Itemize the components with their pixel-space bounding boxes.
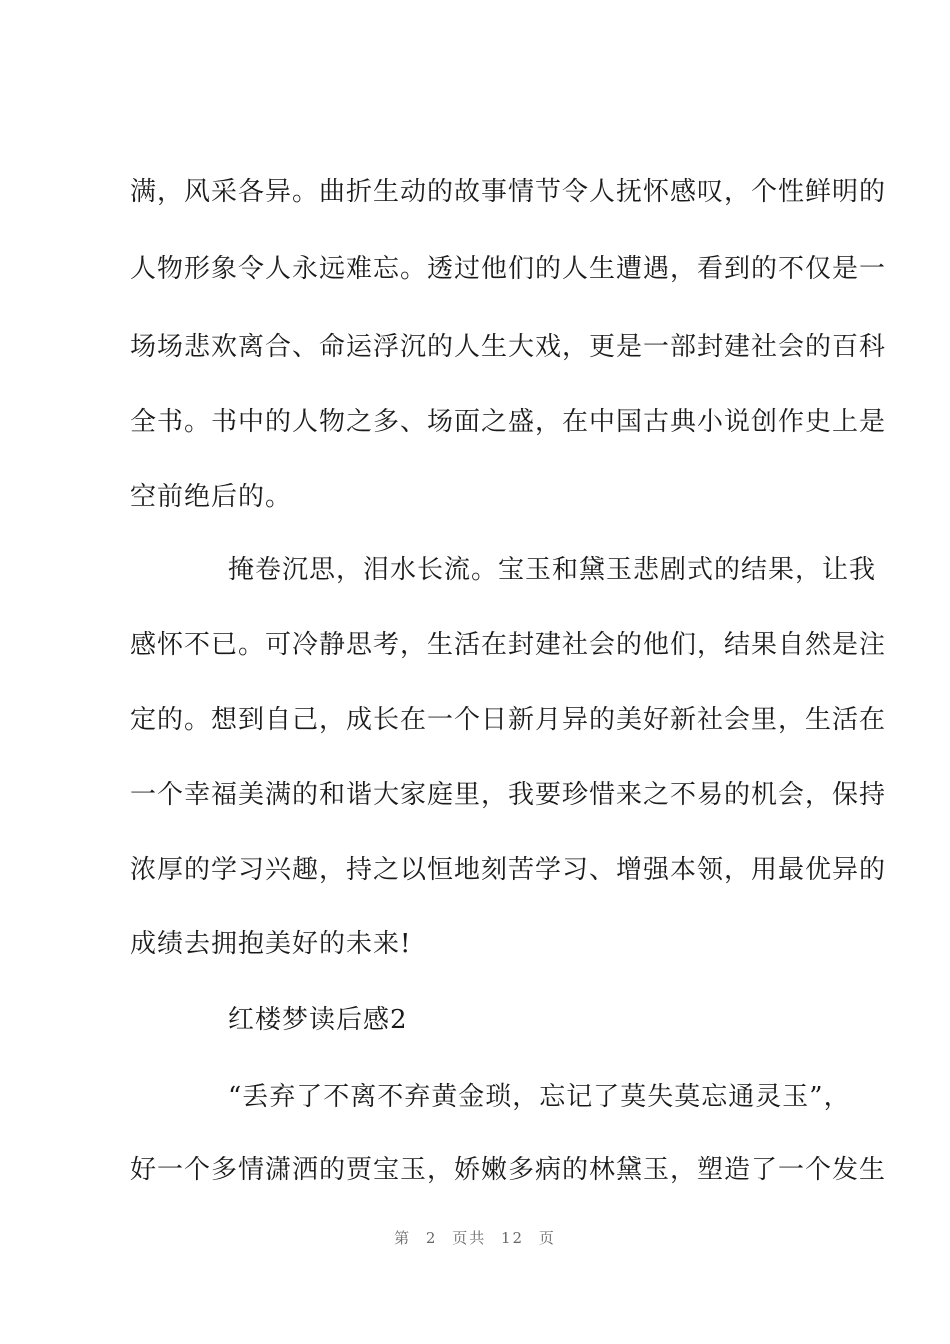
text-line-2: 人物形象令人永远难忘。透过他们的人生遭遇，看到的不仅是一 bbox=[130, 254, 887, 284]
paragraph-start-line: 掩卷沉思，泪水长流。宝玉和黛玉悲剧式的结果，让我 bbox=[228, 555, 877, 585]
text-line-9: 一个幸福美满的和谐大家庭里，我要珍惜来之不易的机会，保持 bbox=[130, 780, 887, 810]
text-line-3: 场场悲欢离合、命运浮沉的人生大戏，更是一部封建社会的百科 bbox=[130, 332, 887, 362]
text-line-1: 满，风采各异。曲折生动的故事情节令人抚怀感叹，个性鲜明的 bbox=[130, 177, 887, 207]
text-line-5: 空前绝后的。 bbox=[130, 482, 293, 512]
text-line-8: 定的。想到自己，成长在一个日新月异的美好新社会里，生活在 bbox=[130, 705, 887, 735]
text-line-11: 成绩去拥抱美好的未来! bbox=[130, 929, 412, 959]
text-line-10: 浓厚的学习兴趣，持之以恒地刻苦学习、增强本领，用最优异的 bbox=[130, 855, 887, 885]
page-footer: 第 2 页共 12 页 bbox=[394, 1229, 556, 1247]
text-line-4: 全书。书中的人物之多、场面之盛，在中国古典小说创作史上是 bbox=[130, 407, 887, 437]
section-heading: 红楼梦读后感2 bbox=[228, 1005, 408, 1035]
quote-line: “丢弃了不离不弃黄金琐，忘记了莫失莫忘通灵玉”， bbox=[228, 1082, 851, 1112]
text-line-7: 感怀不已。可冷静思考，生活在封建社会的他们，结果自然是注 bbox=[130, 630, 887, 660]
text-line-14: 好一个多情潇洒的贾宝玉，娇嫩多病的林黛玉，塑造了一个发生 bbox=[130, 1155, 887, 1185]
